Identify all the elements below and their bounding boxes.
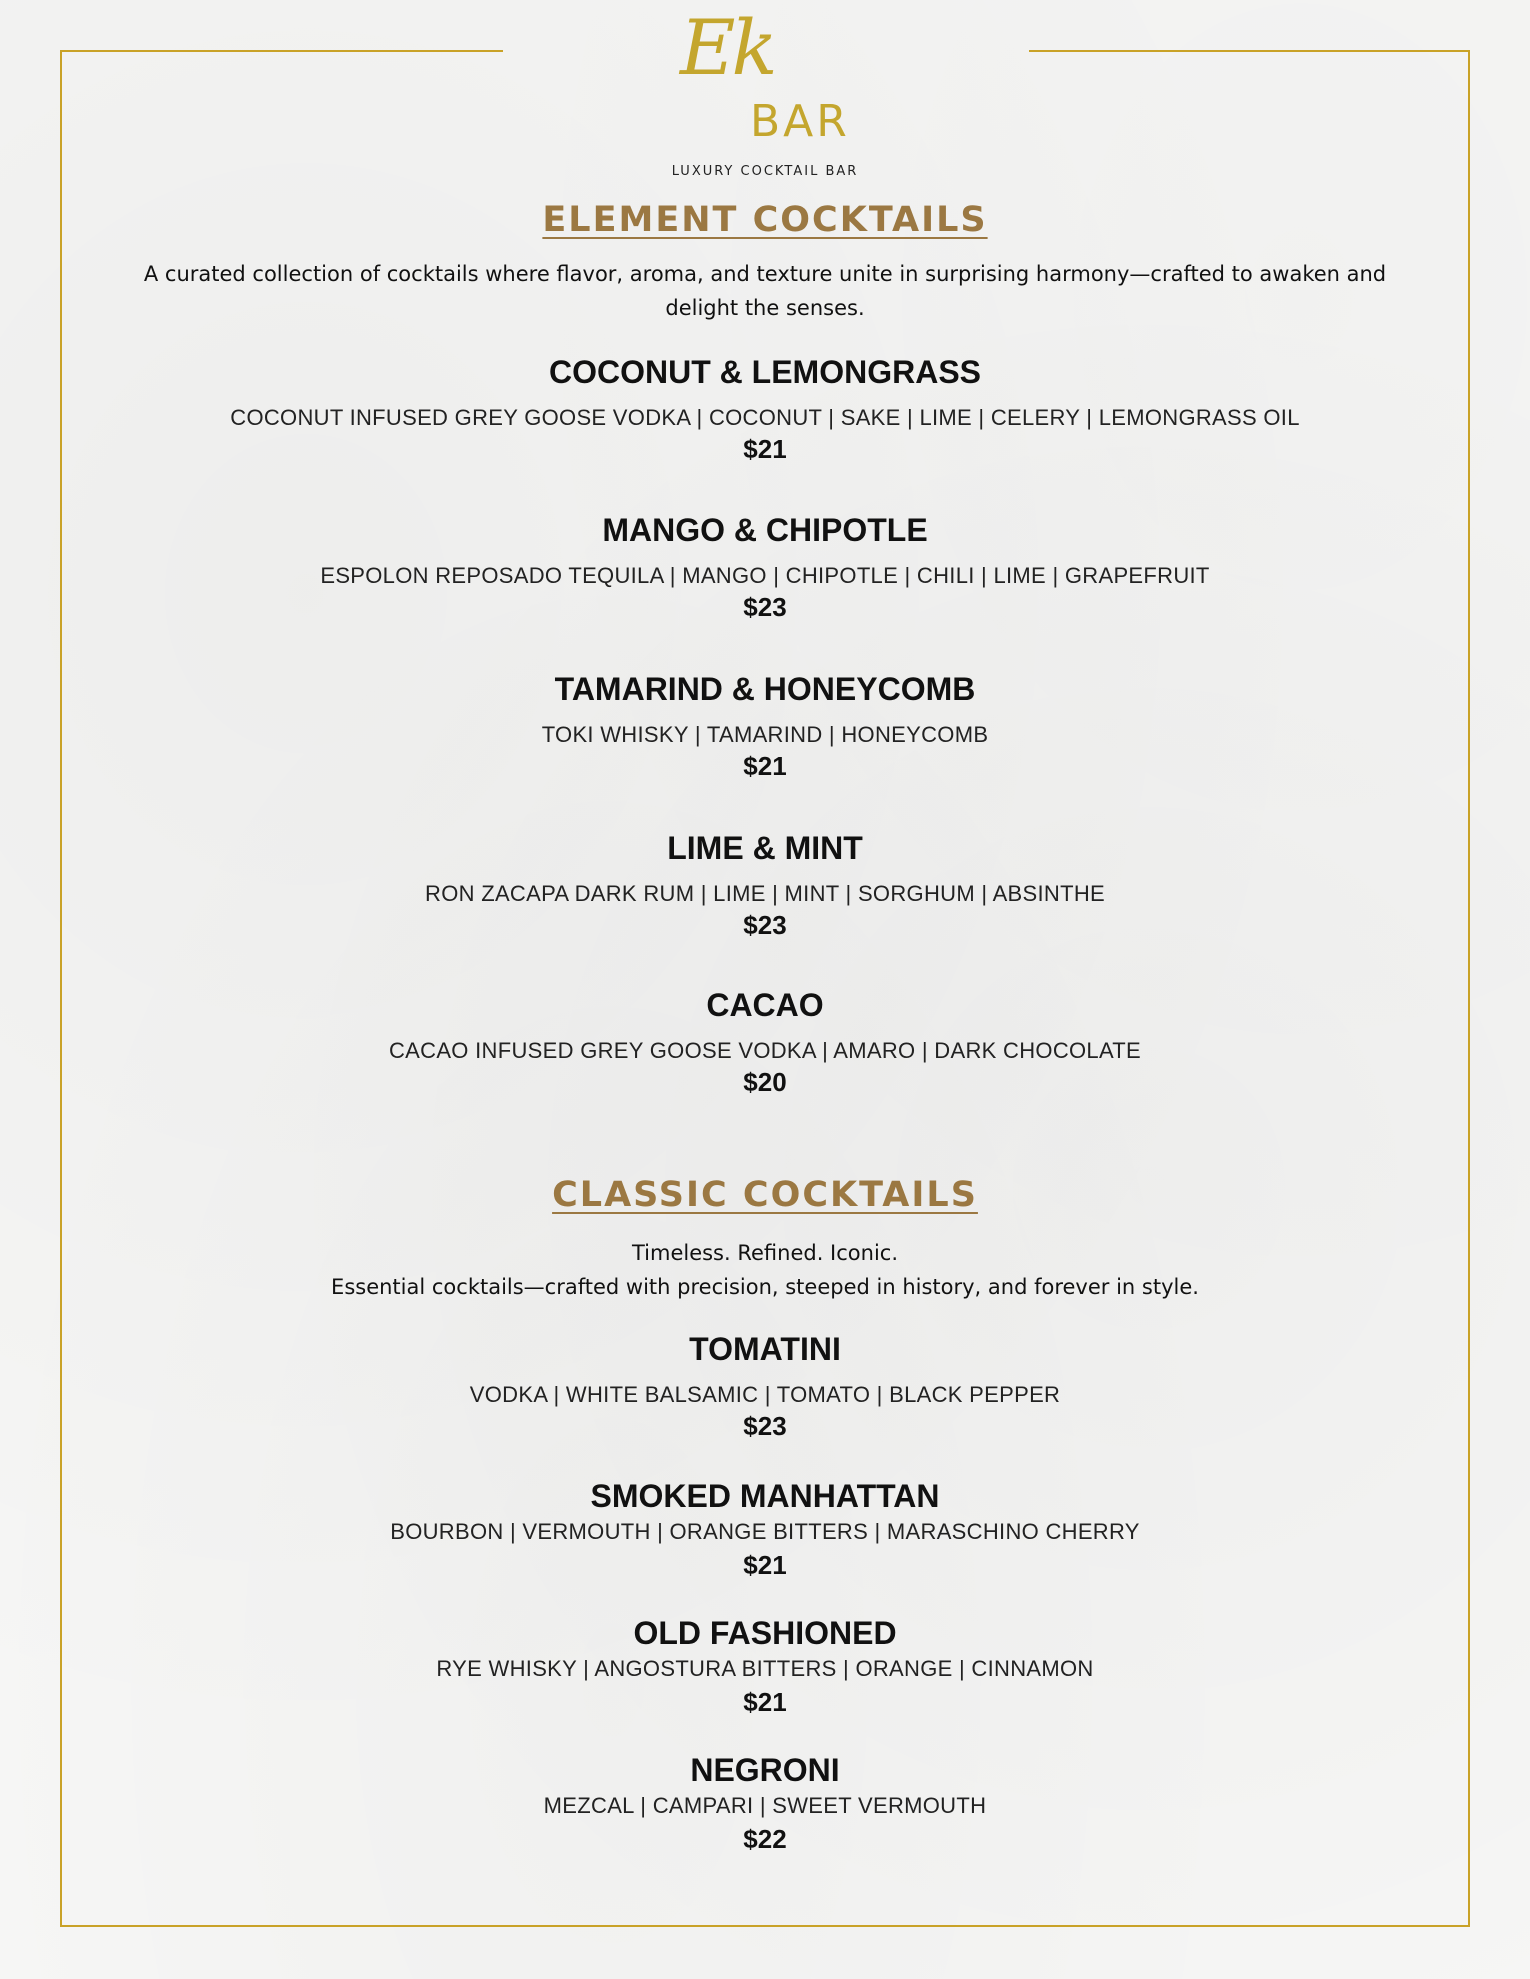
menu-item xyxy=(100,669,1430,783)
element-section-title xyxy=(0,200,1530,240)
logo-tagline: LUXURY COCKTAIL BAR xyxy=(671,164,859,179)
logo-script: Ek xyxy=(680,3,774,92)
menu-item xyxy=(100,1476,1430,1582)
menu-item xyxy=(100,352,1430,466)
item-ingredients: COCONUT INFUSED GREY GOOSE VODKA | COCONUT | SAKE | LIME | CELERY | LEMONGRASS OIL xyxy=(230,405,1300,430)
item-price: $21 xyxy=(743,434,787,464)
menu-item xyxy=(100,1613,1430,1719)
item-ingredients: RON ZACAPA DARK RUM | LIME | MINT | SORGHUM | ABSINTHE xyxy=(425,881,1105,906)
item-price: $21 xyxy=(743,1550,787,1580)
logo xyxy=(640,3,890,180)
menu-item xyxy=(100,985,1430,1099)
item-ingredients: ESPOLON REPOSADO TEQUILA | MANGO | CHIPOTLE | CHILI | LIME | GRAPEFRUIT xyxy=(320,563,1210,588)
frame-top-right-rule xyxy=(1029,50,1470,52)
classic-section-description: Essential cocktails—crafted with precision, steeped in history, and forever in style. xyxy=(331,1275,1199,1299)
item-name: LIME & MINT xyxy=(667,830,863,866)
item-ingredients: RYE WHISKY | ANGOSTURA BITTERS | ORANGE | CINNAMON xyxy=(436,1656,1094,1681)
item-name: COCONUT & LEMONGRASS xyxy=(549,354,981,390)
item-ingredients: TOKI WHISKY | TAMARIND | HONEYCOMB xyxy=(541,722,989,747)
menu-item xyxy=(100,1329,1430,1443)
item-name: TAMARIND & HONEYCOMB xyxy=(554,671,976,707)
element-section-description: A curated collection of cocktails where flavor, aroma, and texture unite in surprising harmony—crafted to awaken and delight the senses. xyxy=(143,262,1387,320)
frame-top-left-rule xyxy=(60,50,503,52)
frame-right-rule xyxy=(1468,50,1470,1927)
item-price: $23 xyxy=(743,910,787,940)
item-name: MANGO & CHIPOTLE xyxy=(602,512,928,548)
item-price: $21 xyxy=(743,1687,787,1717)
classic-section-title-text: CLASSIC COCKTAILS xyxy=(552,1175,978,1215)
item-name: NEGRONI xyxy=(690,1752,840,1788)
item-ingredients: MEZCAL | CAMPARI | SWEET VERMOUTH xyxy=(543,1793,987,1818)
item-price: $23 xyxy=(743,592,787,622)
menu-item xyxy=(100,1750,1430,1856)
item-ingredients: CACAO INFUSED GREY GOOSE VODKA | AMARO | DARK CHOCOLATE xyxy=(388,1038,1142,1063)
item-name: OLD FASHIONED xyxy=(633,1615,897,1651)
menu-item xyxy=(100,828,1430,942)
item-name: CACAO xyxy=(706,987,824,1023)
item-price: $22 xyxy=(743,1824,787,1854)
classic-section-title xyxy=(0,1175,1530,1215)
item-price: $23 xyxy=(743,1411,787,1441)
frame-left-rule xyxy=(60,50,62,1927)
item-price: $21 xyxy=(743,751,787,781)
item-price: $20 xyxy=(743,1067,787,1097)
item-name: SMOKED MANHATTAN xyxy=(590,1478,940,1514)
classic-section-tagline: Timeless. Refined. Iconic. xyxy=(631,1241,899,1265)
item-ingredients: BOURBON | VERMOUTH | ORANGE BITTERS | MARASCHINO CHERRY xyxy=(390,1519,1140,1544)
item-ingredients: VODKA | WHITE BALSAMIC | TOMATO | BLACK PEPPER xyxy=(469,1382,1061,1407)
logo-wordmark: BAR xyxy=(750,96,850,147)
item-name: TOMATINI xyxy=(689,1331,841,1367)
element-section-title-text: ELEMENT COCKTAILS xyxy=(542,200,988,240)
menu-item xyxy=(100,510,1430,624)
frame-bottom-rule xyxy=(60,1925,1470,1927)
